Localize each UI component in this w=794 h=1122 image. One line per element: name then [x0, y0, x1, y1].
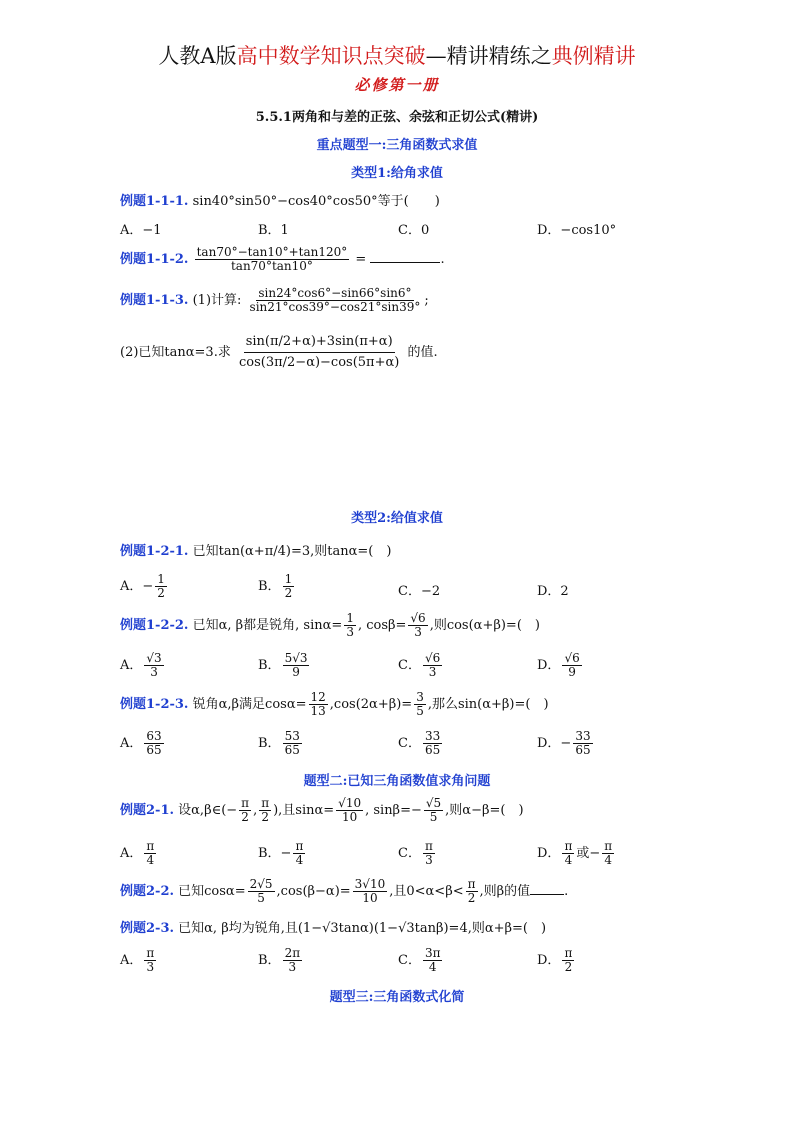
lesson-title: 5.5.1两角和与差的正弦、余弦和正切公式(精讲) — [255, 110, 539, 125]
subtitle: 必修第一册 — [354, 76, 440, 94]
option-d: D．− $\frac{33}{65}$ — [537, 729, 591, 757]
option-b: B． $\frac{1}{2}$ — [258, 572, 293, 600]
example-2-3: 例题2-3. 已知α, β均为锐角,且(1−√3tanα)(1−√3tanβ)=4,则α+β=( ) — [120, 921, 547, 936]
fraction: $\frac{\sin 24^\circ\cos 6^\circ-\sin 66^\circ\sin 6^\circ}{\sin 21^\circ\cos 39^\circ-\cos 21^\circ\sin 39^\circ}$ — [249, 286, 421, 314]
example-label: 例题1-2-2. — [120, 618, 189, 633]
example-1-1-2: 例题1-1-2. $\frac{\tan 70^\circ-\tan 10^\circ+\tan 120^\circ}{\tan 70^\circ\tan 10^\circ}$ = . — [120, 245, 445, 273]
example-label: 例题2-1. — [120, 803, 175, 818]
section-heading: 题型二:已知三角函数值求角问题 — [303, 774, 491, 789]
option-b: B．− $\frac{\pi}{4}$ — [258, 839, 304, 867]
section-heading: 题型三:三角函数式化简 — [329, 990, 465, 1005]
title-highlight: 高中数学知识点突破 — [236, 44, 426, 68]
option-b: B． $\frac{2\pi}{3}$ — [258, 946, 301, 974]
title-part: —精讲精练之 — [425, 44, 552, 68]
example-label: 例题1-1-3. — [120, 293, 189, 308]
option-d: D．2 — [537, 584, 569, 599]
option-c: C． $\frac{√6}{3}$ — [398, 651, 441, 679]
example-1-1-3-part2: (2)已知tanα=3.求 $\frac{\sin(\pi/2+\alpha)+3\sin(\pi+\alpha)}{\cos(3\pi/2-\alpha)-\cos(5\pi+\alpha)}$ 的值. — [120, 332, 438, 373]
option-c: C． $\frac{3\pi}{4}$ — [398, 946, 441, 974]
example-1-1-3: 例题1-1-3. (1)计算: $\frac{\sin 24^\circ\cos 6^\circ-\sin 66^\circ\sin 6^\circ}{\sin 21^\circ\cos 39^\circ-\cos 21^\circ\sin 39^\circ}$ ; — [120, 286, 429, 314]
example-2-1: 例题2-1. 设α,β∈(− $\frac{\pi}{2}$ , $\frac{\pi}{2}$ ),且sinα= $\frac{√10}{10}$ , sinβ=− $\frac{√5}{5}$ ,则α−β=( ) — [120, 796, 524, 824]
option-b: B． $\frac{5√3}{9}$ — [258, 651, 308, 679]
option-a: A． $\frac{\pi}{4}$ — [120, 839, 155, 867]
example-text: sin40°sin50°−cos40°cos50°等于( ) — [192, 194, 440, 209]
option-c: C．−2 — [398, 584, 441, 599]
option-a: A．− $\frac{1}{2}$ — [120, 572, 165, 600]
example-1-1-1 — [120, 190, 440, 209]
option-b: B． $\frac{53}{65}$ — [258, 729, 300, 757]
example-1-2-2: 例题1-2-2. 已知α, β都是锐角, sinα= $\frac{1}{3}$ , cosβ= $\frac{√6}{3}$ ,则cos(α+β)=( ) — [120, 611, 540, 639]
option-d: D．−cos10° — [537, 223, 617, 238]
option-c: C． $\frac{33}{65}$ — [398, 729, 441, 757]
example-1-2-1: 例题1-2-1. 已知tan(α+π/4)=3,则tanα=( ) — [120, 544, 392, 559]
example-label: 例题1-2-3. — [120, 697, 189, 712]
example-label: 例题1-1-2. — [120, 252, 189, 267]
page-title — [0, 40, 794, 70]
example-1-2-3: 例题1-2-3. 锐角α,β满足cosα= $\frac{12}{13}$ ,cos(2α+β)= $\frac{3}{5}$ ,那么sin(α+β)=( ) — [120, 690, 549, 718]
type-heading: 类型2:给值求值 — [351, 511, 443, 526]
option-d: D． $\frac{\pi}{2}$ — [537, 946, 573, 974]
option-a: A． $\frac{\pi}{3}$ — [120, 946, 155, 974]
example-label: 例题2-2. — [120, 884, 175, 899]
option-d: D． $\frac{\pi}{4}$ 或− $\frac{\pi}{4}$ — [537, 839, 613, 867]
section-heading: 重点题型一:三角函数式求值 — [316, 138, 478, 153]
option-b: B．1 — [258, 223, 289, 238]
option-a: A． $\frac{63}{65}$ — [120, 729, 162, 757]
example-label: 例题1-1-1. — [120, 194, 189, 209]
option-a: A． $\frac{√3}{3}$ — [120, 651, 162, 679]
option-c: C． $\frac{\pi}{3}$ — [398, 839, 433, 867]
fraction: $\frac{\tan 70^\circ-\tan 10^\circ+\tan 120^\circ}{\tan 70^\circ\tan 10^\circ}$ — [196, 245, 348, 273]
answer-blank — [370, 250, 440, 263]
answer-blank — [530, 882, 564, 895]
option-c: C．0 — [398, 223, 430, 238]
example-2-2: 例题2-2. 已知cosα= $\frac{2√5}{5}$ ,cos(β−α)= $\frac{3√10}{10}$ ,且0<α<β< $\frac{\pi}{2}$ ,则β的值 . — [120, 877, 569, 905]
title-part: 人教A版 — [158, 44, 237, 68]
title-highlight: 典例精讲 — [551, 44, 636, 68]
type-heading: 类型1:给角求值 — [351, 166, 443, 181]
example-label: 例题1-2-1. — [120, 544, 189, 559]
option-d: D． $\frac{√6}{9}$ — [537, 651, 580, 679]
example-label: 例题2-3. — [120, 921, 175, 936]
fraction: $\frac{\sin(\pi/2+\alpha)+3\sin(\pi+\alpha)}{\cos(3\pi/2-\alpha)-\cos(5\pi+\alpha)}$ — [238, 334, 400, 370]
option-a: A．−1 — [120, 223, 162, 238]
